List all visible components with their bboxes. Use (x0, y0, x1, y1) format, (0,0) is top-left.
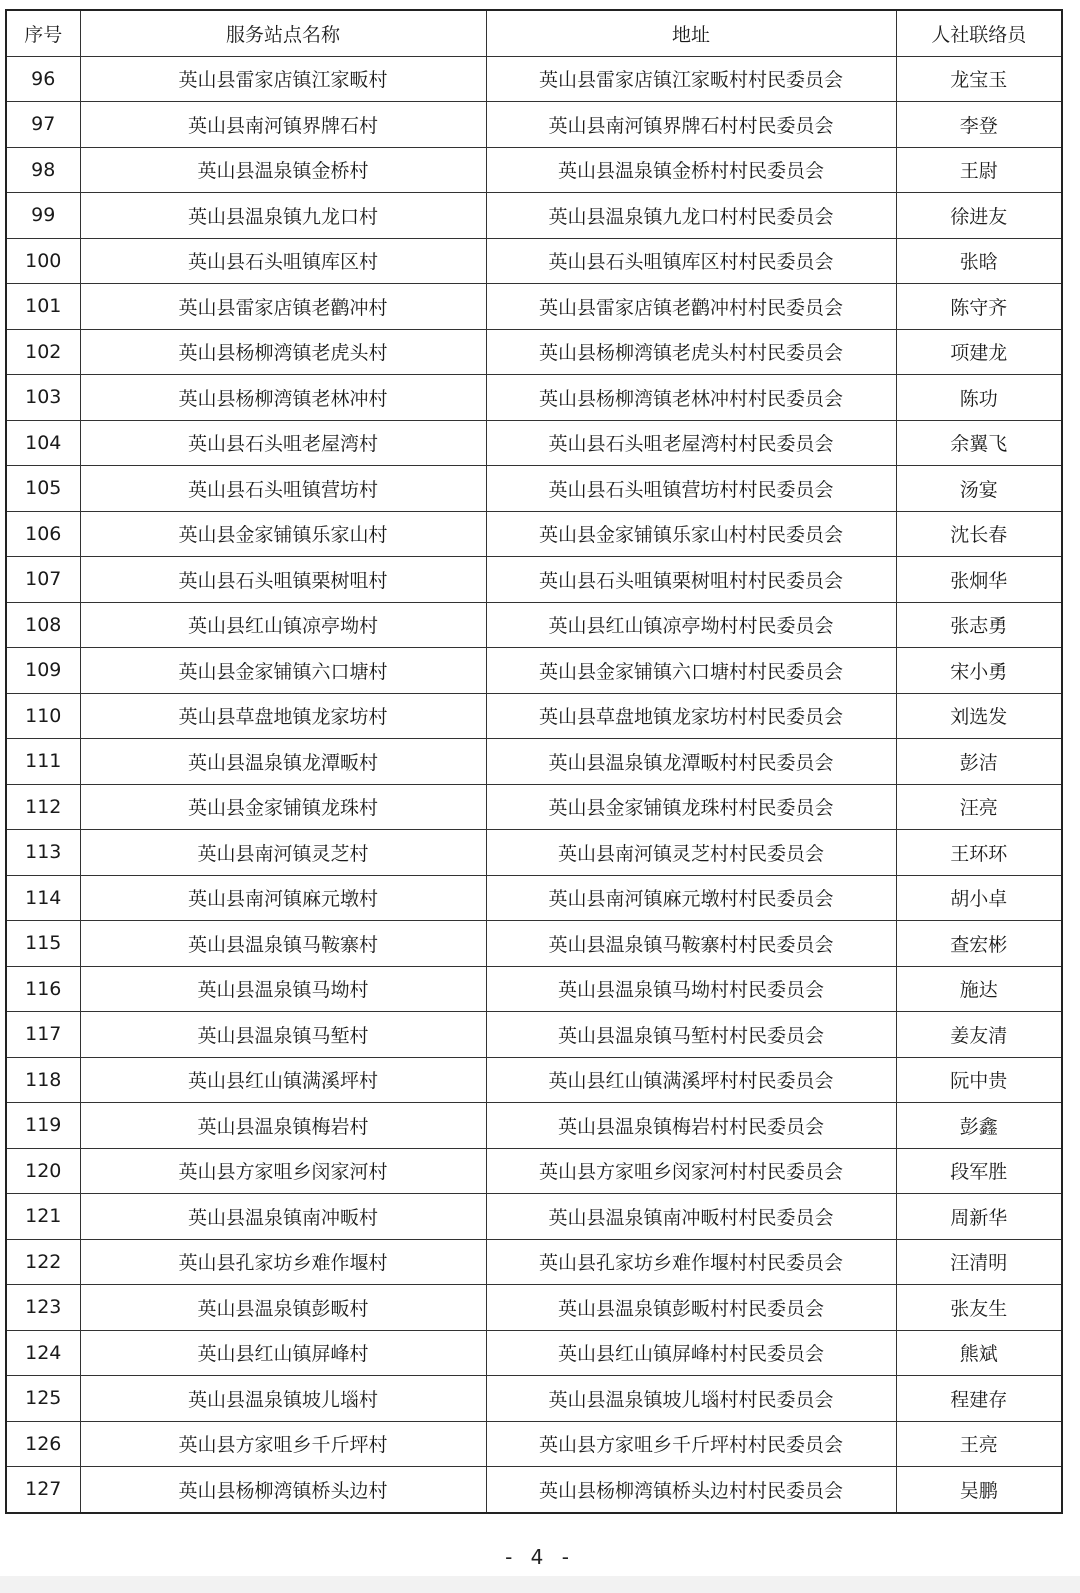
cell-address: 英山县方家咀乡千斤坪村村民委员会 (486, 1421, 896, 1467)
cell-liaison: 徐进友 (896, 193, 1062, 239)
cell-station-name: 英山县石头咀老屋湾村 (80, 420, 486, 466)
cell-address: 英山县杨柳湾镇桥头边村村民委员会 (486, 1467, 896, 1513)
cell-liaison: 张炯华 (896, 557, 1062, 603)
cell-address: 英山县温泉镇坡儿堖村村民委员会 (486, 1376, 896, 1422)
table-row (6, 1148, 1062, 1194)
cell-address: 英山县红山镇凉亭坳村村民委员会 (486, 602, 896, 648)
cell-address: 英山县方家咀乡闵家河村村民委员会 (486, 1148, 896, 1194)
table-row (6, 1330, 1062, 1376)
cell-index: 116 (6, 966, 80, 1012)
table-row (6, 238, 1062, 284)
cell-liaison: 项建龙 (896, 329, 1062, 375)
cell-station-name: 英山县温泉镇九龙口村 (80, 193, 486, 239)
cell-index: 123 (6, 1285, 80, 1331)
cell-liaison: 查宏彬 (896, 921, 1062, 967)
cell-station-name: 英山县温泉镇梅岩村 (80, 1103, 486, 1149)
table-row (6, 875, 1062, 921)
cell-address: 英山县石头咀老屋湾村村民委员会 (486, 420, 896, 466)
cell-station-name: 英山县南河镇灵芝村 (80, 830, 486, 876)
cell-index: 101 (6, 284, 80, 330)
cell-address: 英山县温泉镇九龙口村村民委员会 (486, 193, 896, 239)
table-row (6, 1012, 1062, 1058)
cell-liaison: 宋小勇 (896, 648, 1062, 694)
cell-address: 英山县雷家店镇老鹳冲村村民委员会 (486, 284, 896, 330)
table-row (6, 693, 1062, 739)
cell-station-name: 英山县温泉镇彭畈村 (80, 1285, 486, 1331)
cell-station-name: 英山县石头咀镇栗树咀村 (80, 557, 486, 603)
cell-liaison: 彭洁 (896, 739, 1062, 785)
cell-liaison: 陈守齐 (896, 284, 1062, 330)
cell-liaison: 刘选发 (896, 693, 1062, 739)
cell-address: 英山县红山镇屏峰村村民委员会 (486, 1330, 896, 1376)
table-row (6, 1467, 1062, 1513)
cell-liaison: 段军胜 (896, 1148, 1062, 1194)
cell-liaison: 汪亮 (896, 784, 1062, 830)
table-row (6, 921, 1062, 967)
cell-index: 97 (6, 102, 80, 148)
cell-address: 英山县温泉镇金桥村村民委员会 (486, 147, 896, 193)
cell-address: 英山县温泉镇马堑村村民委员会 (486, 1012, 896, 1058)
cell-address: 英山县温泉镇马坳村村民委员会 (486, 966, 896, 1012)
header-liaison: 人社联络员 (896, 10, 1062, 56)
table-row (6, 1421, 1062, 1467)
cell-index: 127 (6, 1467, 80, 1513)
cell-address: 英山县南河镇灵芝村村民委员会 (486, 830, 896, 876)
table-body (6, 56, 1062, 1513)
cell-station-name: 英山县红山镇满溪坪村 (80, 1057, 486, 1103)
cell-index: 107 (6, 557, 80, 603)
cell-index: 111 (6, 739, 80, 785)
cell-liaison: 张友生 (896, 1285, 1062, 1331)
cell-address: 英山县草盘地镇龙家坊村村民委员会 (486, 693, 896, 739)
cell-index: 98 (6, 147, 80, 193)
cell-liaison: 李登 (896, 102, 1062, 148)
cell-liaison: 熊斌 (896, 1330, 1062, 1376)
table-row (6, 648, 1062, 694)
table-row (6, 784, 1062, 830)
cell-index: 102 (6, 329, 80, 375)
cell-index: 109 (6, 648, 80, 694)
cell-address: 英山县南河镇麻元墩村村民委员会 (486, 875, 896, 921)
cell-station-name: 英山县温泉镇金桥村 (80, 147, 486, 193)
cell-liaison: 王环环 (896, 830, 1062, 876)
header-address: 地址 (486, 10, 896, 56)
cell-liaison: 周新华 (896, 1194, 1062, 1240)
cell-index: 115 (6, 921, 80, 967)
table-row (6, 375, 1062, 421)
cell-station-name: 英山县温泉镇马鞍寨村 (80, 921, 486, 967)
cell-station-name: 英山县温泉镇马堑村 (80, 1012, 486, 1058)
cell-address: 英山县金家铺镇乐家山村村民委员会 (486, 511, 896, 557)
cell-address: 英山县石头咀镇营坊村村民委员会 (486, 466, 896, 512)
page-bottom-edge (0, 1576, 1080, 1593)
table-row (6, 466, 1062, 512)
cell-address: 英山县孔家坊乡难作堰村村民委员会 (486, 1239, 896, 1285)
table-row (6, 602, 1062, 648)
cell-index: 117 (6, 1012, 80, 1058)
table-row (6, 102, 1062, 148)
cell-station-name: 英山县温泉镇马坳村 (80, 966, 486, 1012)
service-station-table (5, 9, 1063, 1514)
cell-address: 英山县石头咀镇库区村村民委员会 (486, 238, 896, 284)
cell-liaison: 汪清明 (896, 1239, 1062, 1285)
cell-station-name: 英山县金家铺镇龙珠村 (80, 784, 486, 830)
cell-address: 英山县杨柳湾镇老虎头村村民委员会 (486, 329, 896, 375)
table-row (6, 329, 1062, 375)
cell-index: 105 (6, 466, 80, 512)
table-row (6, 193, 1062, 239)
cell-liaison: 陈功 (896, 375, 1062, 421)
table-row (6, 557, 1062, 603)
cell-address: 英山县金家铺镇龙珠村村民委员会 (486, 784, 896, 830)
cell-liaison: 余翼飞 (896, 420, 1062, 466)
cell-index: 100 (6, 238, 80, 284)
page-number: - 4 - (505, 1545, 575, 1569)
header-index: 序号 (6, 10, 80, 56)
cell-liaison: 龙宝玉 (896, 56, 1062, 102)
table-row (6, 830, 1062, 876)
cell-address: 英山县石头咀镇栗树咀村村民委员会 (486, 557, 896, 603)
cell-liaison: 王亮 (896, 1421, 1062, 1467)
table-row (6, 739, 1062, 785)
cell-station-name: 英山县方家咀乡千斤坪村 (80, 1421, 486, 1467)
cell-station-name: 英山县金家铺镇六口塘村 (80, 648, 486, 694)
cell-address: 英山县温泉镇龙潭畈村村民委员会 (486, 739, 896, 785)
cell-index: 108 (6, 602, 80, 648)
cell-liaison: 施达 (896, 966, 1062, 1012)
cell-index: 112 (6, 784, 80, 830)
table-row (6, 56, 1062, 102)
cell-liaison: 吴鹏 (896, 1467, 1062, 1513)
cell-index: 113 (6, 830, 80, 876)
cell-index: 99 (6, 193, 80, 239)
cell-station-name: 英山县南河镇界牌石村 (80, 102, 486, 148)
cell-station-name: 英山县红山镇屏峰村 (80, 1330, 486, 1376)
cell-station-name: 英山县温泉镇龙潭畈村 (80, 739, 486, 785)
cell-index: 120 (6, 1148, 80, 1194)
cell-index: 96 (6, 56, 80, 102)
cell-station-name: 英山县草盘地镇龙家坊村 (80, 693, 486, 739)
cell-station-name: 英山县南河镇麻元墩村 (80, 875, 486, 921)
cell-address: 英山县温泉镇梅岩村村民委员会 (486, 1103, 896, 1149)
table-header-row (6, 10, 1062, 56)
cell-index: 122 (6, 1239, 80, 1285)
cell-index: 104 (6, 420, 80, 466)
cell-station-name: 英山县方家咀乡闵家河村 (80, 1148, 486, 1194)
cell-liaison: 彭鑫 (896, 1103, 1062, 1149)
cell-station-name: 英山县石头咀镇营坊村 (80, 466, 486, 512)
cell-index: 106 (6, 511, 80, 557)
cell-address: 英山县杨柳湾镇老林冲村村民委员会 (486, 375, 896, 421)
cell-index: 103 (6, 375, 80, 421)
cell-address: 英山县雷家店镇江家畈村村民委员会 (486, 56, 896, 102)
cell-address: 英山县温泉镇马鞍寨村村民委员会 (486, 921, 896, 967)
cell-liaison: 姜友清 (896, 1012, 1062, 1058)
cell-index: 114 (6, 875, 80, 921)
table-row (6, 284, 1062, 330)
cell-liaison: 张晗 (896, 238, 1062, 284)
cell-index: 126 (6, 1421, 80, 1467)
cell-station-name: 英山县石头咀镇库区村 (80, 238, 486, 284)
table-row (6, 1057, 1062, 1103)
cell-index: 118 (6, 1057, 80, 1103)
cell-station-name: 英山县杨柳湾镇桥头边村 (80, 1467, 486, 1513)
cell-station-name: 英山县雷家店镇江家畈村 (80, 56, 486, 102)
header-station-name: 服务站点名称 (80, 10, 486, 56)
cell-liaison: 张志勇 (896, 602, 1062, 648)
cell-station-name: 英山县红山镇凉亭坳村 (80, 602, 486, 648)
cell-address: 英山县南河镇界牌石村村民委员会 (486, 102, 896, 148)
cell-station-name: 英山县雷家店镇老鹳冲村 (80, 284, 486, 330)
cell-station-name: 英山县温泉镇南冲畈村 (80, 1194, 486, 1240)
cell-station-name: 英山县孔家坊乡难作堰村 (80, 1239, 486, 1285)
table-row (6, 511, 1062, 557)
cell-liaison: 程建存 (896, 1376, 1062, 1422)
table-row (6, 1103, 1062, 1149)
cell-liaison: 王尉 (896, 147, 1062, 193)
table-row (6, 1194, 1062, 1240)
cell-index: 110 (6, 693, 80, 739)
cell-index: 119 (6, 1103, 80, 1149)
table-row (6, 1239, 1062, 1285)
table-row (6, 966, 1062, 1012)
cell-index: 125 (6, 1376, 80, 1422)
cell-address: 英山县温泉镇南冲畈村村民委员会 (486, 1194, 896, 1240)
cell-address: 英山县温泉镇彭畈村村民委员会 (486, 1285, 896, 1331)
cell-liaison: 胡小卓 (896, 875, 1062, 921)
cell-address: 英山县红山镇满溪坪村村民委员会 (486, 1057, 896, 1103)
cell-index: 121 (6, 1194, 80, 1240)
table-row (6, 420, 1062, 466)
cell-index: 124 (6, 1330, 80, 1376)
cell-station-name: 英山县金家铺镇乐家山村 (80, 511, 486, 557)
table-row (6, 147, 1062, 193)
table-row (6, 1285, 1062, 1331)
table-row (6, 1376, 1062, 1422)
cell-liaison: 沈长春 (896, 511, 1062, 557)
cell-address: 英山县金家铺镇六口塘村村民委员会 (486, 648, 896, 694)
cell-liaison: 阮中贵 (896, 1057, 1062, 1103)
cell-station-name: 英山县温泉镇坡儿堖村 (80, 1376, 486, 1422)
cell-liaison: 汤宴 (896, 466, 1062, 512)
cell-station-name: 英山县杨柳湾镇老虎头村 (80, 329, 486, 375)
cell-station-name: 英山县杨柳湾镇老林冲村 (80, 375, 486, 421)
